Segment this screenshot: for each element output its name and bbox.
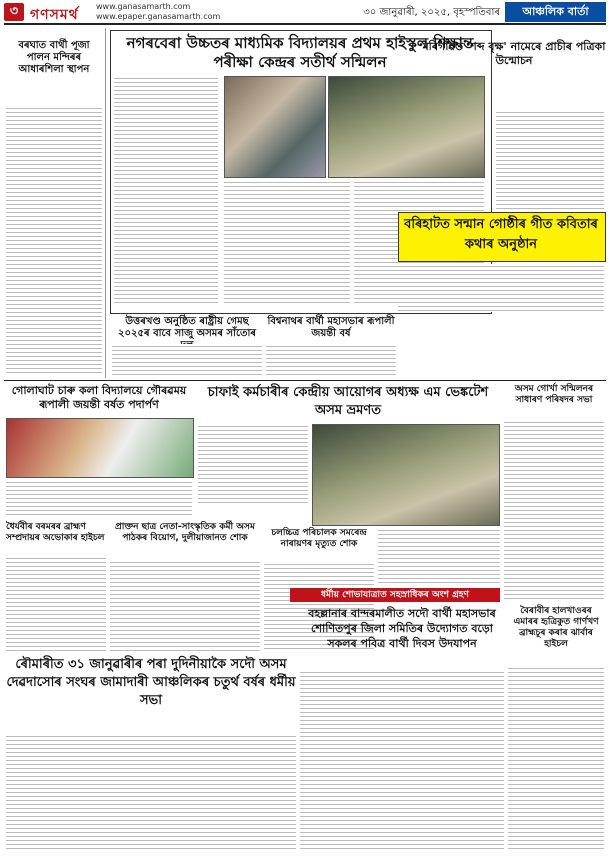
- goalpara-body: [6, 480, 192, 518]
- gorkha-body: [504, 420, 604, 600]
- section-tag: আঞ্চলিক বাৰ্তা: [505, 2, 606, 22]
- page-number: ৩: [4, 3, 24, 21]
- pragyan-headline: প্ৰাক্তন ছাত্ৰ নেতা-সাংস্কৃতিক কৰ্মী অসম পাঠকৰ বিয়োগ, দুলীয়াজানত শোক: [115, 522, 255, 543]
- left-col-headline: বৰঘাত বাৰ্থী পূজা পালন মন্দিৰৰ আধাৰশিলা স্থাপন: [18, 40, 90, 75]
- dhubri-headline: ধৈৰ্যবীৰ বৰমৰৰ ব্ৰাহ্মণ সম্প্ৰদায়ৰ অভোকাৰ হাইচল: [6, 522, 105, 543]
- lead-photo-1: [224, 76, 326, 178]
- bottom-body: [6, 734, 296, 852]
- barihat-headline: বৰিহাটত সন্মান গোষ্ঠীৰ গীত কবিতাৰ কথাৰ অনুষ্ঠান: [404, 217, 598, 252]
- corner-body: [508, 666, 604, 852]
- safai-photo: [312, 424, 500, 526]
- religious-banner: ধৰ্মীয় শোভাযাত্ৰাত সহস্ৰাধিকৰ অংশ গ্ৰহণ: [290, 588, 500, 602]
- right-top-headline: মৰিগাঁৱত 'শব্দ বৃক্ষ' নামেৰে প্ৰাচীৰ পত্ৰিকা উন্মোচন: [422, 40, 606, 67]
- website-links: [96, 2, 221, 22]
- lead-headline: নগৰবেৰা উচ্চতৰ মাধ্যমিক বিদ্যালয়ৰ প্ৰথম হাইস্কুল শিক্ষান্ত পৰীক্ষা কেন্দ্ৰৰ সতীৰ্থ সন্মিলন: [126, 34, 474, 71]
- bakhshali-body: [300, 670, 504, 850]
- website-line-2: www.epaper.ganasamarth.com: [96, 12, 221, 21]
- bakhshali-headline: বহল্লানাৰ বান্দৰমালীত সদৌ বাৰ্থী মহাসভাৰ শোণিতপুৰ জিলা সমিতিৰ উদ্যোগত বড়ো সকলৰ পবিত্ৰ বাৰ্থী দিবস উদযাপন: [308, 607, 496, 650]
- pragyan-body: [110, 560, 260, 652]
- bishwanath-headline: বিশ্বনাথৰ বাৰ্থী মহাসভাৰ ৰূপালী জয়ন্তী বৰ্ষ: [267, 316, 395, 339]
- column-divider: [105, 28, 106, 378]
- safai-body: [198, 424, 308, 504]
- newspaper-logo: গণসমৰ্থ: [30, 7, 79, 23]
- uttar-body: [112, 344, 262, 376]
- uttar-headline: উত্তৰখণ্ড অনুষ্ঠিত ৰাষ্ট্ৰীয় গেমছ ২০২৫ৰ বাবে সাজু অসমৰ সাঁতোৰ: [117, 316, 257, 339]
- barihat-body: [398, 264, 604, 312]
- safai-headline: চাফাই কৰ্মচাৰীৰ কেন্দ্ৰীয় আয়োগৰ অধ্যক্ষ এম ভেঙ্কটেশ অসম ভ্ৰমণত: [207, 385, 489, 418]
- issue-date: ৩০ জানুৱাৰী, ২০২৫, বৃহস্পতিবাৰ: [363, 7, 500, 18]
- safai-body-2: [378, 528, 500, 584]
- dhubri-body: [6, 556, 106, 652]
- lead-photo-2: [328, 76, 485, 178]
- masthead-rule: [4, 23, 606, 25]
- corner-headline: বৈৰাবীৰ হালখাওৰৰ এমাৰৰ হৃত্ৰিকুত গাৰ্ণখণ ব্ৰাহ্মচূৰ কৰাৰ ঝাৰ্বাৰ হাইচল: [513, 606, 599, 649]
- right-top-body: [496, 110, 604, 210]
- mid-rule: [4, 380, 606, 381]
- lead-body-col2: [224, 180, 350, 306]
- goalpara-photo: [6, 418, 194, 478]
- bishwanath-body: [266, 344, 396, 376]
- bottom-headline: ৰৌমাৰীত ৩১ জানুৱাৰীৰ পৰা দুদিনীয়াকৈ সদৌ অসম দেৱদাসোৰ সংঘৰ জামাদাৰী আঞ্চলিকৰ চতুৰ্থ বৰ্ষৰ ধৰ্মীয় সভা: [6, 657, 296, 708]
- lead-body-col1: [114, 76, 218, 306]
- goalpara-headline: গোলাঘাট চাৰু কলা বিদ্যালয়ে গৌৰৱময় ৰূপালী জয়ন্তী বৰ্ষত পদাৰ্পণ: [11, 384, 187, 411]
- website-line-1: www.ganasamarth.com: [96, 2, 191, 11]
- chalachitra-headline: চলচ্চিত্ৰ পৰিচালক সমৰেন্দ্ৰ নাৰায়ণৰ মৃত্যুত শোক: [271, 528, 367, 549]
- left-col-body: [6, 106, 102, 374]
- gorkha-headline: অসম গোৰ্খা সন্মিলনৰ সাধাৰণ পৰিষদৰ সভা: [514, 384, 594, 405]
